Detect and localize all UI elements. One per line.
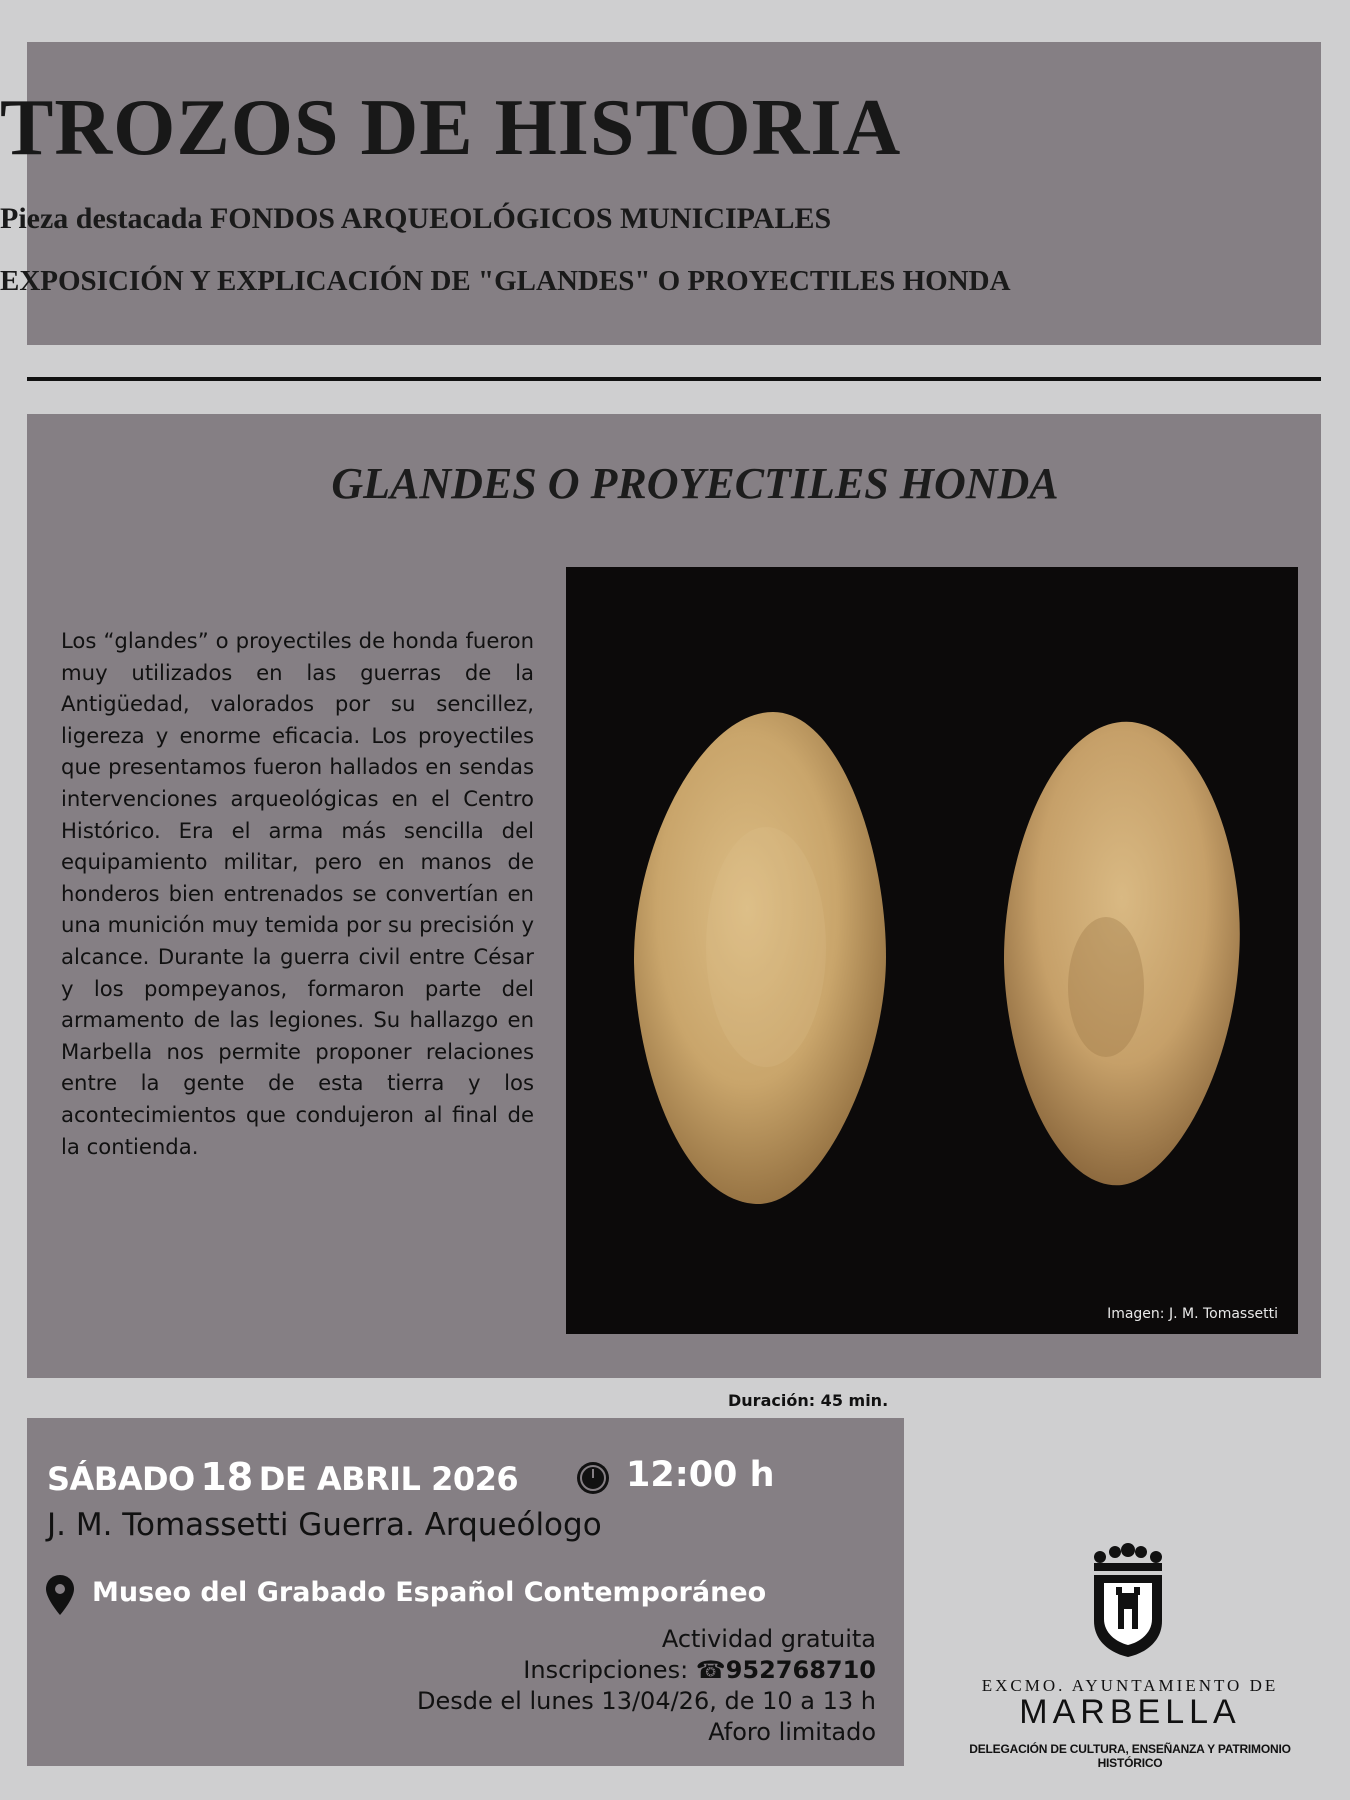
coat-of-arms-icon [1088,1543,1168,1663]
capacity-label: Aforo limitado [708,1718,876,1746]
event-speaker: J. M. Tomassetti Guerra. Arqueólogo [47,1507,602,1543]
event-info [417,1624,876,1748]
event-date-number: 18 [200,1455,254,1499]
artifact-photo [566,567,1298,1334]
registration-line [417,1655,876,1686]
page-title: TROZOS DE HISTORIA [0,84,902,172]
event-date [47,1455,518,1499]
phone-icon: ☎ [695,1656,726,1684]
photo-credit: Imagen: J. M. Tomassetti [1107,1306,1278,1322]
phone-number[interactable]: 952768710 [725,1656,876,1684]
location-pin-icon [46,1575,74,1615]
marbella-logo [950,1535,1310,1770]
event-venue: Museo del Grabado Español Contemporáneo [92,1577,767,1608]
duration-label: Duración: 45 min. [728,1391,889,1410]
page-subtitle-2: EXPOSICIÓN Y EXPLICACIÓN DE "GLANDES" O PROYECTILES HONDA [0,265,1011,297]
page-subtitle: Pieza destacada FONDOS ARQUEOLÓGICOS MUNICIPALES [0,202,832,235]
logo-line-1: EXCMO. AYUNTAMIENTO DE [981,1676,1279,1695]
logo-line-2: MARBELLA [1019,1693,1241,1731]
logo-line-3: DELEGACIÓN DE CULTURA, ENSEÑANZA Y PATRIMONIO HISTÓRICO [969,1742,1291,1770]
activity-label: Actividad gratuita [661,1625,876,1653]
event-time: 12:00 h [626,1455,775,1495]
sling-bullets-image [566,567,1298,1334]
registration-dates: Desde el lunes 13/04/26, de 10 a 13 h [417,1687,876,1715]
description-text: Los “glandes” o proyectiles de honda fueron muy utilizados en las guerras de la Antigüedad, valorados por su sencillez, ligereza y enorme eficacia. Los proyectiles que presentamos fueron hallados en sendas intervenciones arqueológicas en el Centro Histórico. Era el arma más sencilla del equipamiento militar, pero en manos de honderos bien entrenados se convertían en una munición muy temida por su precisión y alcance. Durante la guerra civil entre César y los pompeyanos, formaron parte del armamento de las legiones. Su hallazgo en Marbella nos permite proponer relaciones entre la gente de esta tierra y los acontecimientos que condujeron al final de la contienda. [61,628,534,1159]
event-day: SÁBADO [47,1460,195,1498]
event-date-rest: DE ABRIL 2026 [258,1460,519,1498]
clock-icon [576,1461,610,1495]
divider [27,377,1321,381]
registration-label: Inscripciones: [523,1656,689,1684]
section-title: GLANDES O PROYECTILES HONDA [331,459,1059,508]
